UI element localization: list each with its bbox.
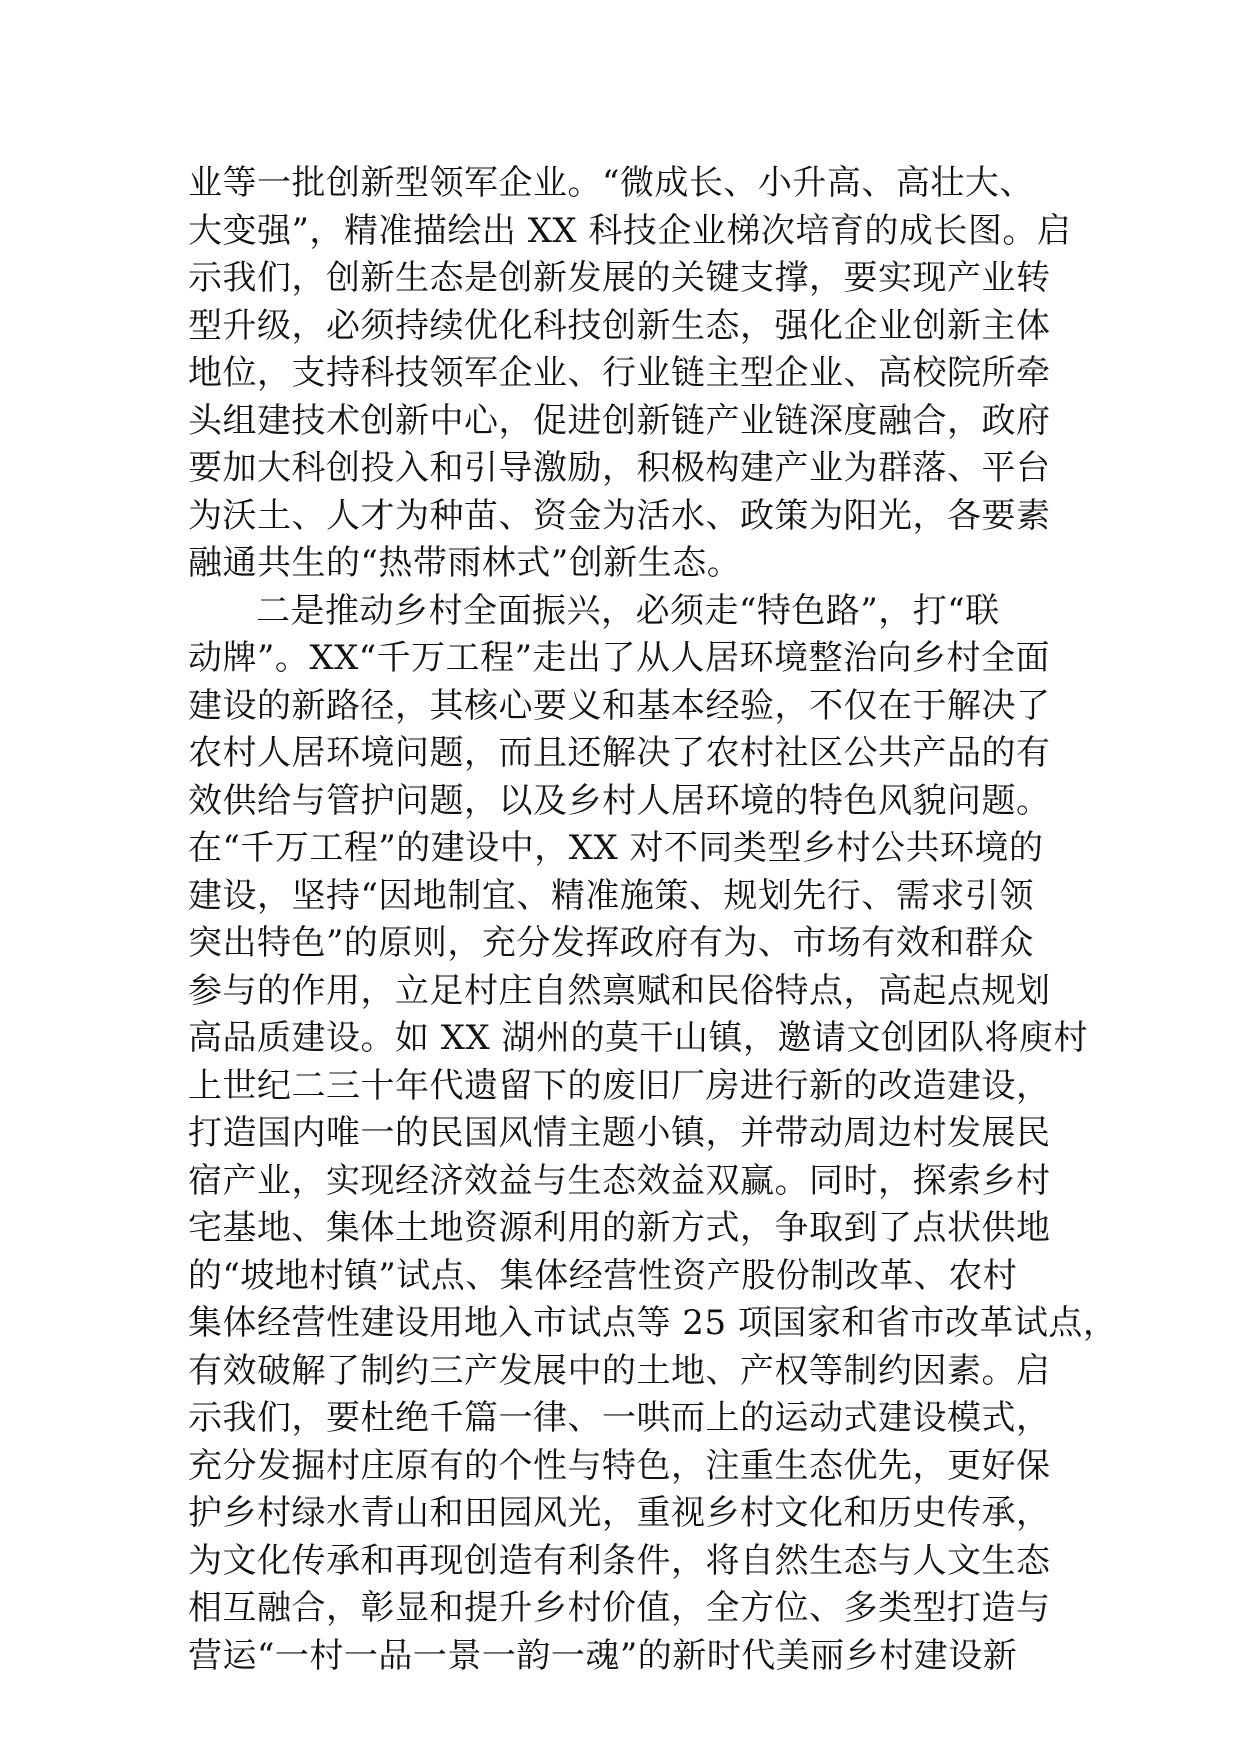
text-line: 打造国内唯一的民国风情主题小镇，并带动周边村发展民 <box>188 1113 1051 1153</box>
text-line: 相互融合，彰显和提升乡村价值，全方位、多类型打造与 <box>188 1588 1051 1628</box>
text-line: 在“千万工程”的建设中，XX 对不同类型乡村公共环境的 <box>188 828 1044 868</box>
text-line: 建设，坚持“因地制宜、精准施策、规划先行、需求引领 <box>188 875 1034 916</box>
text-line: 有效破解了制约三产发展中的土地、产权等制约因素。启 <box>188 1350 1051 1391</box>
paragraph-1 <box>188 160 1072 588</box>
document-body <box>188 160 1118 1680</box>
text-line: 宿产业，实现经济效益与生态效益双赢。同时，探索乡村 <box>188 1160 1051 1201</box>
text-line: 护乡村绿水青山和田园风光，重视乡村文化和历史传承， <box>188 1493 1051 1533</box>
text-line: 示我们，要杜绝千篇一律、一哄而上的运动式建设模式， <box>188 1398 1051 1438</box>
text-line: 要加大科创投入和引导激励，积极构建产业为群落、平台 <box>188 448 1051 488</box>
text-line: 充分发掘村庄原有的个性与特色，注重生态优先，更好保 <box>188 1445 1051 1486</box>
text-line-indented: 二是推动乡村全面振兴，必须走“特色路”，打“联 <box>256 590 1000 631</box>
text-line: 高品质建设。如 XX 湖州的莫干山镇，邀请文创团队将庾村 <box>188 1018 1089 1058</box>
text-line: 宅基地、集体土地资源利用的新方式，争取到了点状供地 <box>188 1208 1051 1248</box>
text-line: 农村人居环境问题，而且还解决了农村社区公共产品的有 <box>188 733 1051 773</box>
text-line: 营运“一村一品一景一韵一魂”的新时代美丽乡村建设新 <box>188 1635 1018 1676</box>
text-line: 为沃土、人才为种苗、资金为活水、政策为阳光，各要素 <box>188 495 1051 536</box>
text-line: 的“坡地村镇”试点、集体经营性资产股份制改革、农村 <box>188 1255 1018 1296</box>
text-line: 融通共生的“热带雨林式”创新生态。 <box>188 543 742 583</box>
text-line: 头组建技术创新中心，促进创新链产业链深度融合，政府 <box>188 400 1051 441</box>
text-line: 突出特色”的原则，充分发挥政府有为、市场有效和群众 <box>188 923 1034 963</box>
text-line: 大变强”，精准描绘出 XX 科技企业梯次培育的成长图。启 <box>188 210 1072 251</box>
text-line: 示我们，创新生态是创新发展的关键支撑，要实现产业转 <box>188 258 1051 298</box>
paragraph-2 <box>188 588 1118 1681</box>
text-line: 参与的作用，立足村庄自然禀赋和民俗特点，高起点规划 <box>188 970 1051 1011</box>
text-line: 效供给与管护问题，以及乡村人居环境的特色风貌问题。 <box>188 780 1051 821</box>
text-line: 上世纪二三十年代遗留下的废旧厂房进行新的改造建设， <box>188 1065 1051 1106</box>
text-line: 地位，支持科技领军企业、行业链主型企业、高校院所牵 <box>188 353 1051 393</box>
text-line: 动牌”。XX“千万工程”走出了从人居环境整治向乡村全面 <box>188 638 1051 678</box>
text-line: 为文化传承和再现创造有利条件，将自然生态与人文生态 <box>188 1540 1051 1581</box>
text-line: 建设的新路径，其核心要义和基本经验，不仅在于解决了 <box>188 685 1051 726</box>
text-line: 集体经营性建设用地入市试点等 25 项国家和省市改革试点， <box>188 1303 1118 1343</box>
text-line: 业等一批创新型领军企业。“微成长、小升高、高壮大、 <box>188 163 1034 203</box>
text-line: 型升级，必须持续优化科技创新生态，强化企业创新主体 <box>188 305 1051 346</box>
